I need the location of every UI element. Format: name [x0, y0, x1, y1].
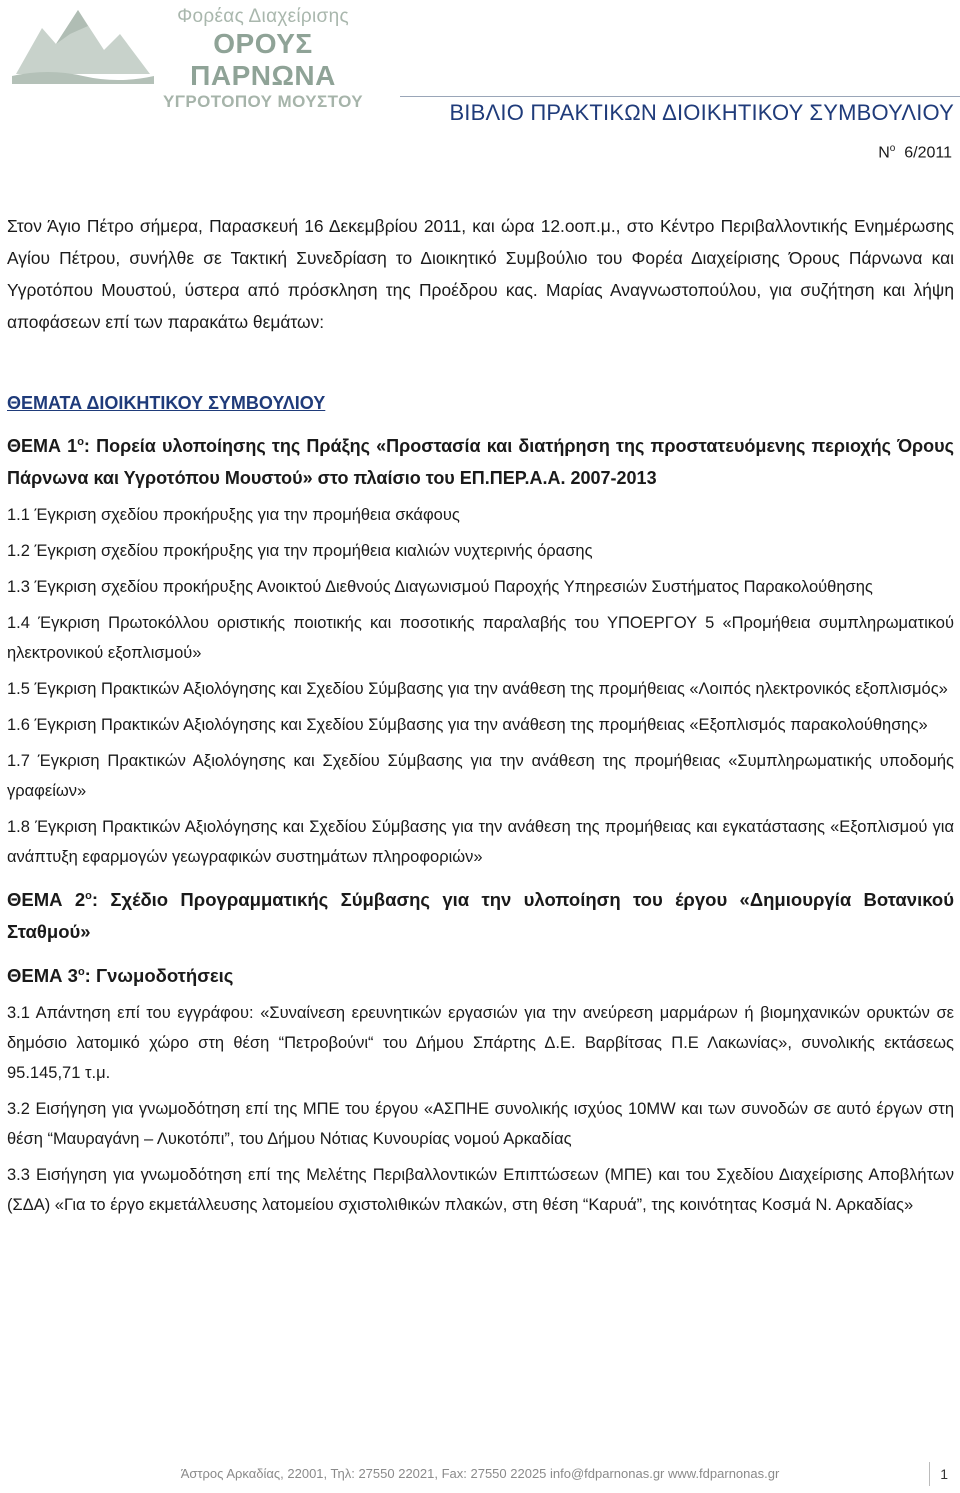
page-number: 1 — [940, 1466, 948, 1482]
theme-3-prefix: ΘΕΜΑ 3 — [7, 965, 78, 987]
theme-2-sup: ο — [85, 890, 92, 902]
logo-line3: ΥΓΡΟΤΟΠΟΥ ΜΟΥΣΤΟΥ — [163, 92, 363, 111]
number-sup: ο — [889, 143, 896, 154]
theme-3-item: 3.2 Εισήγηση για γνωμοδότηση επί της ΜΠΕ του έργου «ΑΣΠΗΕ συνολικής ισχύος 10MW και των συνοδών σε αυτό έργων στη θέση “Μαυραγάνη – Λυκοτόπι”, του Δήμου Νότιας Κυνουρίας νομού Αρκαδίας — [7, 1100, 954, 1149]
theme-3-text: : Γνωμοδοτήσεις — [84, 965, 234, 987]
theme-1-item: 1.5 Έγκριση Πρακτικών Αξιολόγησης και Σχεδίου Σύμβασης για την ανάθεση της προμήθειας «Λοιπός ηλεκτρονικός εξοπλισμός» — [7, 680, 948, 698]
mountain-wetland-emblem-icon — [8, 4, 158, 88]
theme-1-item: 1.4 Έγκριση Πρωτοκόλλου οριστικής ποιοτικής και ποσοτικής παραλαβής του ΥΠΟΕΡΓΟΥ 5 «Προμήθεια συμπληρωματικού ηλεκτρονικού εξοπλισμού» — [7, 614, 954, 662]
theme-1-item: 1.6 Έγκριση Πρακτικών Αξιολόγησης και Σχεδίου Σύμβασης για την ανάθεση της προμήθειας «Εξοπλισμός παρακολούθησης» — [7, 716, 928, 734]
footer-contact: Άστρος Αρκαδίας, 22001, Τηλ: 27550 22021, Fax: 27550 22025 info@fdparnonas.gr www.fdparnonas.gr — [180, 1466, 780, 1481]
organization-logo — [8, 4, 363, 111]
theme-2-heading — [7, 880, 954, 948]
document-body — [7, 210, 954, 1220]
logo-line1: Φορέας Διαχείρισης — [177, 6, 349, 27]
number-value: 6/2011 — [904, 144, 952, 162]
intro-paragraph: Στον Άγιο Πέτρο σήμερα, Παρασκευή 16 Δεκεμβρίου 2011, και ώρα 12.οοπ.μ., στο Κέντρο Περιβαλλοντικής Ενημέρωσης Αγίου Πέτρου, συνήλθε σε Τακτική Συνεδρίαση το Διοικητικό Συμβούλιο του Φορέα Διαχείρισης Όρους Πάρνωνα και Υγροτόπου Μουστού, ύστερα από πρόσκληση της Προέδρου κας. Μαρίας Αναγνωστοπούλου, για συζήτηση και λήψη αποφάσεων επί των παρακάτω θεμάτων: — [7, 216, 954, 332]
theme-1-item: 1.8 Έγκριση Πρακτικών Αξιολόγησης και Σχεδίου Σύμβασης για την ανάθεση της προμήθειας και εγκατάστασης «Εξοπλισμού για ανάπτυξη εφαρμογών γεωγραφικών συστημάτων πληροφοριών» — [7, 818, 954, 866]
theme-1-sup: ο — [77, 436, 84, 448]
page-number-divider — [929, 1462, 930, 1486]
theme-2-text: : Σχέδιο Προγραμματικής Σύμβασης για την υλοποίηση του έργου «Δημιουργία Βοτανικού Σταθμού» — [7, 889, 954, 943]
theme-1-heading — [7, 426, 954, 494]
theme-1-item: 1.7 Έγκριση Πρακτικών Αξιολόγησης και Σχεδίου Σύμβασης για την ανάθεση της προμήθειας «Συμπληρωματικής υποδομής γραφείων» — [7, 752, 954, 800]
theme-3-heading — [7, 956, 954, 992]
theme-3-item: 3.1 Απάντηση επί του εγγράφου: «Συναίνεση ερευνητικών εργασιών για την ανεύρεση μαρμάρων ή βιομηχανικών ορυκτών σε δημόσιο λατομικό χώρο στη θέση “Πετροβούνι“ του Δήμου Σπάρτης Δ.Ε. Βαρβίτσας Π.Ε Λακωνίας», συνολικής εκτάσεως 95.145,71 τ.μ. — [7, 1004, 954, 1083]
theme-2-prefix: ΘΕΜΑ 2 — [7, 889, 86, 911]
theme-1-item: 1.3 Έγκριση σχεδίου προκήρυξης Ανοικτού Διεθνούς Διαγωνισμού Παροχής Υπηρεσιών Συστήματος Παρακολούθησης — [7, 578, 873, 596]
minutes-number — [878, 143, 952, 162]
number-prefix: Ν — [878, 144, 890, 162]
theme-1-item: 1.2 Έγκριση σχεδίου προκήρυξης για την προμήθεια κιαλιών νυχτερινής όρασης — [7, 542, 593, 560]
section-heading: ΘΕΜΑΤΑ ΔΙΟΙΚΗΤΙΚΟΥ ΣΥΜΒΟΥΛΙΟΥ — [7, 393, 326, 413]
book-title: ΒΙΒΛΙΟ ΠΡΑΚΤΙΚΩΝ ΔΙΟΙΚΗΤΙΚΟΥ ΣΥΜΒΟΥΛΙΟΥ — [449, 100, 954, 125]
header-divider — [400, 96, 960, 97]
theme-1-text: : Πορεία υλοποίησης της Πράξης «Προστασία και διατήρηση της προστατευόμενης περιοχής Όρους Πάρνωνα και Υγροτόπου Μουστού» στο πλαίσιο του ΕΠ.ΠΕΡ.Α.Α. 2007-2013 — [7, 436, 955, 488]
theme-3-item: 3.3 Εισήγηση για γνωμοδότηση επί της Μελέτης Περιβαλλοντικών Επιπτώσεων (ΜΠΕ) και του Σχεδίου Διαχείρισης Αποβλήτων (ΣΔΑ) «Για το έργο εκμετάλλευσης λατομείου σχιστολιθικών πλακών, στη θέση “Καρυά”, της κοινότητας Κοσμά Ν. Αρκαδίας» — [7, 1166, 954, 1215]
theme-1-item: 1.1 Έγκριση σχεδίου προκήρυξης για την προμήθεια σκάφους — [7, 506, 460, 524]
logo-line2: ΟΡΟΥΣ ΠΑΡΝΩΝΑ — [190, 28, 336, 91]
theme-1-prefix: ΘΕΜΑ 1 — [7, 436, 78, 456]
logo-text — [158, 4, 368, 112]
theme-3-sup: ο — [77, 966, 85, 979]
